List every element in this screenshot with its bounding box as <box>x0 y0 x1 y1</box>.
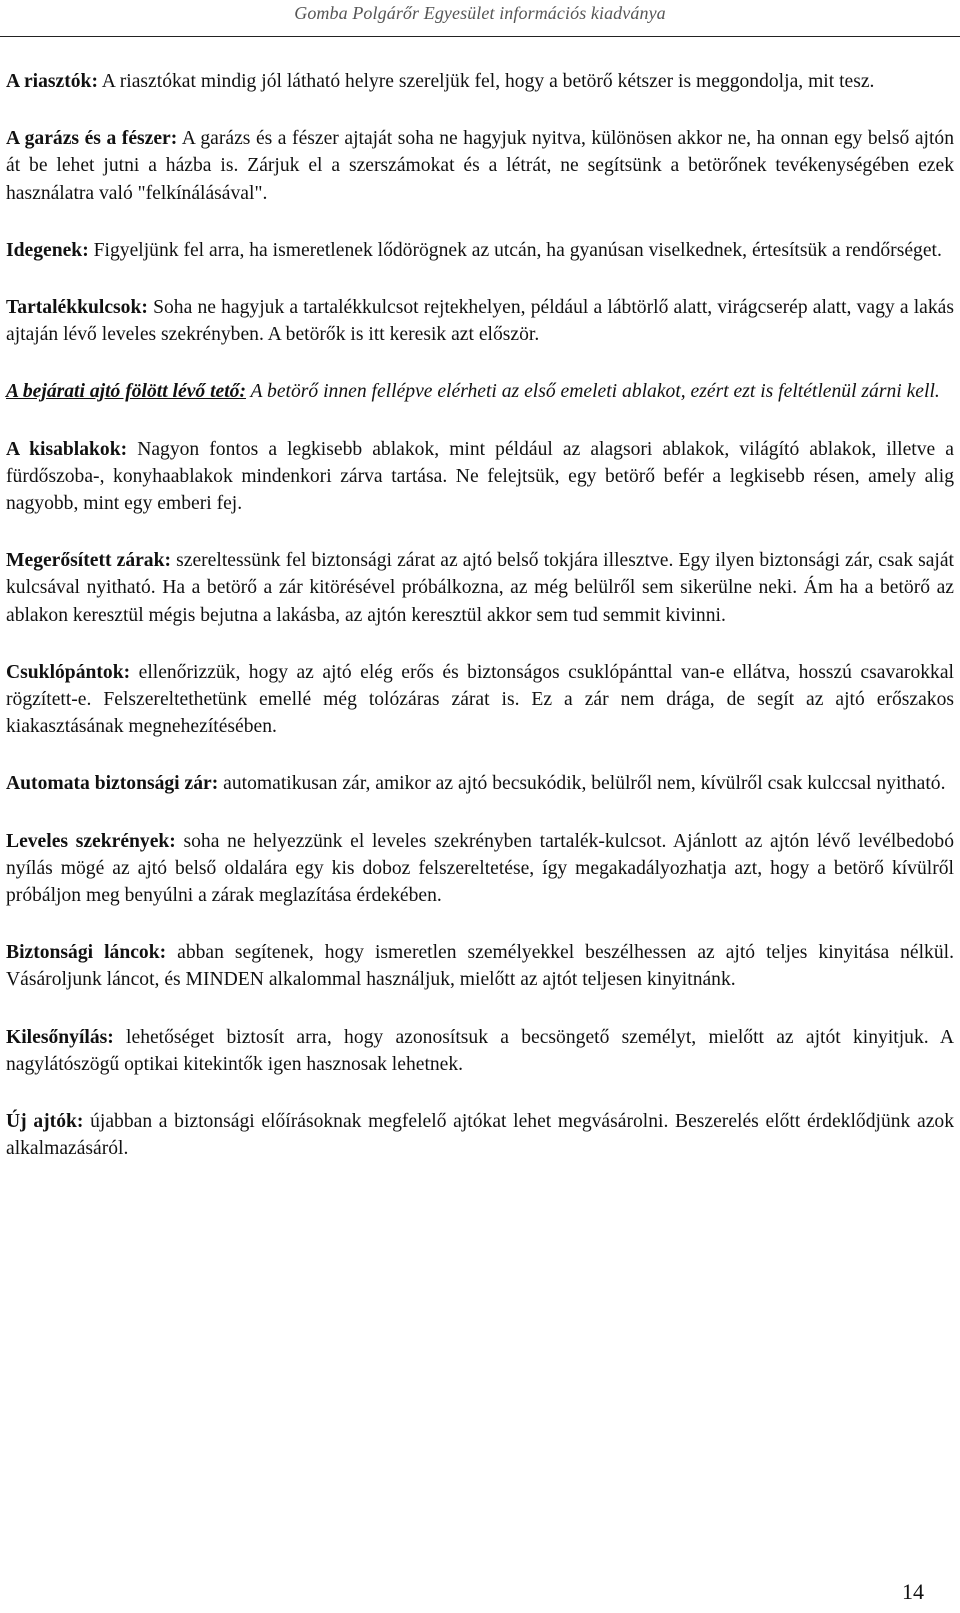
paragraph-alarms <box>6 68 954 95</box>
paragraph-label: Megerősített zárak: <box>6 550 172 572</box>
paragraph-label: A kisablakok: <box>6 438 128 460</box>
paragraph-text: szereltessünk fel biztonsági zárat az ajtó belső tokjára illesztve. Egy ilyen biztonsági zár, csak saját kulcsával nyitható. Ha a betörő a zár kitörésével próbálkozna, az még belülről sem sikerülne neki. Ám ha a betörő az ablakon keresztül mégis bejutna a lakásba, az ajtón keresztül akkor sem tud semmit kivinni. <box>6 550 955 626</box>
paragraph-mailboxes <box>6 828 954 910</box>
paragraph-strangers <box>6 237 954 264</box>
paragraph-label: Új ajtók: <box>6 1111 84 1133</box>
paragraph-text: Soha ne hagyjuk a tartalékkulcsot rejtekhelyen, például a lábtörlő alatt, virágcserép alatt, vagy a lakás ajtaján lévő leveles szekrényben. A betörők is itt keresik azt először. <box>6 297 954 346</box>
paragraph-text: soha ne helyezzünk el leveles szekrényben tartalék-kulcsot. Ajánlott az ajtón lévő levélbedobó nyílás mögé az ajtó belső oldalára egy kis doboz felszereltetése, így megakadályozhatja azt, hogy a betörő kívülről próbáljon meg benyúlni a zárak meglazítása érdekében. <box>6 830 954 907</box>
paragraph-spare-keys <box>6 294 954 348</box>
paragraph-label: Csuklópántok: <box>6 661 131 683</box>
document-body <box>6 68 954 1192</box>
paragraph-security-chains <box>6 939 954 993</box>
paragraph-reinforced-locks <box>6 547 954 629</box>
publication-title: Gomba Polgárőr Egyesület információs kiadványa <box>294 3 666 23</box>
header-divider <box>0 36 960 37</box>
paragraph-label: Biztonsági láncok: <box>6 942 167 964</box>
paragraph-text: lehetőséget biztosít arra, hogy azonosítsuk a becsöngető személyt, mielőtt az ajtót kinyitjuk. A nagylátószögű optikai kitekintők igen hasznosak lehetnek. <box>6 1026 954 1075</box>
paragraph-text: A riasztókat mindig jól látható helyre szereljük fel, hogy a betörő kétszer is meggondolja, mit tesz. <box>97 71 875 92</box>
paragraph-label: Idegenek: <box>6 239 89 261</box>
paragraph-label: Leveles szekrények: <box>6 830 176 852</box>
paragraph-text: Figyeljünk fel arra, ha ismeretlenek lődörögnek az utcán, ha gyanúsan viselkednek, értesítsük a rendőrséget. <box>88 239 942 261</box>
page-header <box>0 0 960 52</box>
paragraph-garage <box>6 125 954 207</box>
paragraph-label: A riasztók: <box>6 71 98 92</box>
paragraph-text: A garázs és a fészer ajtaját soha ne hagyjuk nyitva, különösen akkor ne, ha onnan egy belső ajtón át be lehet jutni a házba is. Zárjuk el a szerszámokat és a létrát, ne segítsünk a betörőnek tevékenységében ezek használatra való "felkínálásával". <box>6 128 954 204</box>
paragraph-text: automatikusan zár, amikor az ajtó becsukódik, belülről nem, kívülről csak kulccsal nyitható. <box>218 773 946 795</box>
paragraph-small-windows <box>6 436 954 518</box>
paragraph-text: abban segítenek, hogy ismeretlen személyekkel beszélhessen az ajtó teljes kinyitása nélkül. Vásároljunk láncot, és MINDEN alkalommal használjuk, mielőtt az ajtót teljesen kinyitnánk. <box>6 942 954 991</box>
paragraph-automatic-lock <box>6 770 954 797</box>
paragraph-text: ellenőrizzük, hogy az ajtó elég erős és biztonságos csuklópánttal van-e ellátva, hosszú csavarokkal rögzített-e. Felszereltethetünk emellé még tolózáras zárat is. Ez a zár nem drága, de segít az ajtó erőszakos kiakasztásának megnehezítésében. <box>6 661 954 738</box>
paragraph-peephole <box>6 1024 954 1078</box>
paragraph-label: Tartalékkulcsok: <box>6 297 148 319</box>
paragraph-label: Automata biztonsági zár: <box>6 773 219 795</box>
paragraph-label: A garázs és a fészer: <box>6 128 178 150</box>
paragraph-new-doors <box>6 1108 954 1162</box>
paragraph-label: Kilesőnyílás: <box>6 1026 114 1048</box>
paragraph-text: újabban a biztonsági előírásoknak megfelelő ajtókat lehet megvásárolni. Beszerelés előtt érdeklődjünk azok alkalmazásáról. <box>6 1111 955 1160</box>
paragraph-label: A bejárati ajtó fölött lévő tető: <box>6 381 246 403</box>
paragraph-text: A betörő innen fellépve elérheti az első emeleti ablakot, ezért ezt is feltétlenül zárni kell. <box>246 381 940 403</box>
paragraph-roof-above-door <box>6 378 954 405</box>
paragraph-text: Nagyon fontos a legkisebb ablakok, mint például az alagsori ablakok, világító ablakok, illetve a fürdőszoba-, konyhaablakok mindenkori zárva tartása. Ne felejtsük, egy betörő befér a legkisebb résen, amely alig nagyobb, mint egy emberi fej. <box>6 438 954 515</box>
paragraph-hinges <box>6 659 954 741</box>
page-number: 14 <box>902 1579 924 1604</box>
